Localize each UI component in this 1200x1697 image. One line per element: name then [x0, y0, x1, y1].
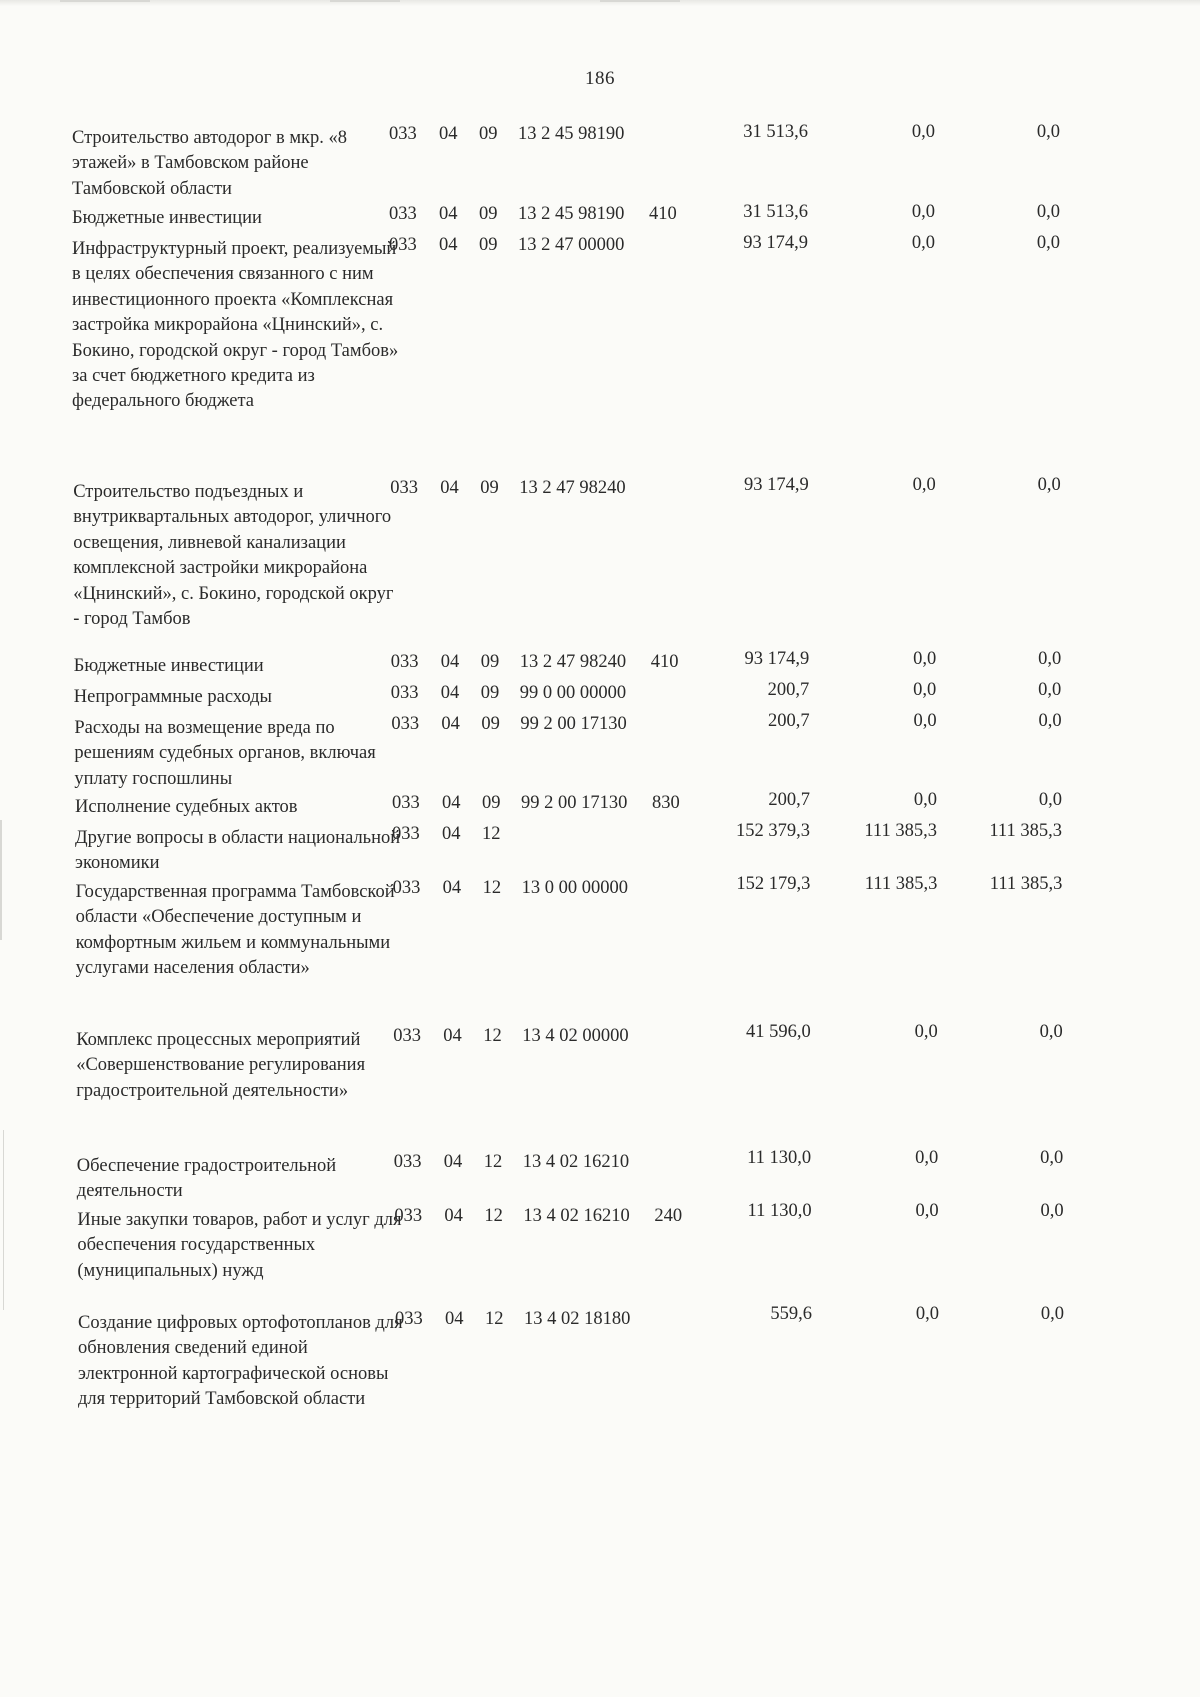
section-code-cell: 04	[439, 204, 458, 224]
amount-3-cell: 0,0	[1038, 789, 1062, 810]
subsection-code-cell: 12	[485, 1309, 504, 1329]
target-code-cell: 13 4 02 16210	[523, 1206, 630, 1226]
expense-name-cell: Исполнение судебных актов	[75, 797, 298, 817]
subsection-code-cell: 12	[482, 824, 501, 844]
expense-name-cell: Комплекс процессных мероприятий «Совершенствование регулирования градостроительной деятельности»	[76, 1030, 366, 1101]
amount-3-cell: 0,0	[1040, 1304, 1064, 1324]
section-code-cell: 04	[439, 235, 458, 255]
target-code-cell: 13 4 02 16210	[522, 1152, 630, 1172]
section-code-cell: 04	[443, 1026, 462, 1046]
target-code-cell: 13 0 00 00000	[521, 878, 628, 898]
expense-type-cell: 830	[652, 793, 680, 813]
expense-name-cell: Строительство подъездных и внутриквартальных автодорог, уличного освещения, ливневой канализации комплексной застройки микрорайона «Цнинский», с. Бокино, городской округ - город Тамбов	[73, 482, 394, 630]
amount-1-cell: 200,7	[767, 710, 810, 731]
section-code-cell: 04	[444, 1206, 463, 1226]
subsection-code-cell: 12	[482, 878, 502, 898]
target-code-cell: 99 0 00 00000	[519, 683, 627, 703]
section-code-cell: 04	[443, 1152, 463, 1172]
expense-name-cell: Расходы на возмещение вреда по решениям судебных органов, включая уплату госпошлины	[74, 718, 376, 789]
expense-name-cell: Бюджетные инвестиции	[72, 208, 262, 228]
ministry-code-cell: 033	[389, 235, 417, 255]
amount-1-cell: 93 174,9	[743, 233, 808, 253]
ministry-code-cell: 033	[391, 714, 420, 734]
target-code-cell: 99 2 00 17130	[520, 714, 627, 734]
ministry-code-cell: 033	[389, 204, 417, 224]
section-code-cell: 04	[442, 793, 461, 813]
ministry-code-cell: 033	[390, 478, 418, 498]
subsection-code-cell: 09	[481, 714, 500, 734]
subsection-code-cell: 09	[480, 683, 500, 703]
amount-3-cell: 111 385,3	[989, 874, 1063, 895]
amount-3-cell: 0,0	[1036, 233, 1060, 253]
target-code-cell: 13 2 45 98190	[518, 204, 625, 224]
expense-type-cell: 240	[654, 1206, 683, 1226]
ministry-code-cell: 033	[393, 1026, 421, 1046]
subsection-code-cell: 12	[483, 1026, 502, 1046]
amount-1-cell: 559,6	[770, 1304, 812, 1324]
ministry-code-cell: 033	[394, 1206, 423, 1226]
ministry-code-cell: 033	[390, 652, 419, 672]
section-code-cell: 04	[440, 478, 459, 498]
expense-name-cell: Инфраструктурный проект, реализуемый в целях обеспечения связанного с ним инвестиционного проекта «Комплексная застройка микрорайона «Цнинский», с. Бокино, городской округ - город Тамбов» за счет бюджетного кредита из федерального бюджета	[72, 239, 399, 412]
amount-2-cell: 111 385,3	[864, 874, 938, 895]
subsection-code-cell: 09	[479, 204, 498, 224]
amount-2-cell: 111 385,3	[864, 820, 937, 841]
subsection-code-cell: 09	[480, 478, 499, 498]
expense-name-cell: Бюджетные инвестиции	[73, 656, 264, 676]
amount-2-cell: 0,0	[911, 202, 935, 222]
amount-2-cell: 0,0	[912, 475, 936, 496]
amount-3-cell: 0,0	[1038, 680, 1062, 701]
subsection-code-cell: 09	[480, 652, 500, 672]
amount-2-cell: 0,0	[915, 1304, 939, 1324]
section-code-cell: 04	[445, 1309, 464, 1329]
section-code-cell: 04	[442, 878, 462, 898]
amount-1-cell: 200,7	[767, 680, 810, 701]
amount-2-cell: 0,0	[913, 710, 937, 731]
expense-name-cell: Обеспечение градостроительной деятельности	[76, 1156, 337, 1202]
amount-1-cell: 93 174,9	[744, 475, 809, 496]
page-number: 186	[585, 68, 615, 89]
amount-1-cell: 31 513,6	[743, 122, 808, 142]
ministry-code-cell: 033	[390, 683, 419, 703]
section-code-cell: 04	[442, 824, 461, 844]
target-code-cell: 13 2 47 98240	[519, 652, 627, 672]
amount-1-cell: 11 130,0	[747, 1201, 812, 1222]
amount-1-cell: 200,7	[768, 789, 810, 810]
target-code-cell: 13 4 02 00000	[522, 1026, 629, 1046]
section-code-cell: 04	[440, 683, 460, 703]
amount-1-cell: 31 513,6	[743, 202, 808, 222]
subsection-code-cell: 12	[484, 1206, 503, 1226]
amount-3-cell: 0,0	[1039, 1021, 1063, 1042]
amount-2-cell: 0,0	[913, 789, 937, 810]
amount-3-cell: 0,0	[1037, 475, 1061, 496]
amount-2-cell: 0,0	[915, 1201, 939, 1222]
ministry-code-cell: 033	[389, 124, 417, 144]
amount-1-cell: 93 174,9	[744, 649, 810, 670]
amount-1-cell: 11 130,0	[747, 1147, 812, 1168]
expense-name-cell: Иные закупки товаров, работ и услуг для обеспечения государственных (муниципальных) нужд	[77, 1210, 402, 1281]
target-code-cell: 99 2 00 17130	[521, 793, 628, 813]
expense-type-cell: 410	[649, 204, 677, 224]
amount-3-cell: 0,0	[1040, 1201, 1064, 1222]
amount-2-cell: 0,0	[914, 1021, 938, 1042]
amount-3-cell: 0,0	[1036, 122, 1060, 142]
amount-1-cell: 41 596,0	[746, 1021, 811, 1042]
section-code-cell: 04	[440, 652, 460, 672]
amount-1-cell: 152 379,3	[736, 820, 810, 841]
subsection-code-cell: 09	[482, 793, 501, 813]
amount-2-cell: 0,0	[913, 680, 937, 701]
ministry-code-cell: 033	[395, 1309, 423, 1329]
ministry-code-cell: 033	[392, 793, 420, 813]
amount-3-cell: 0,0	[1040, 1147, 1064, 1168]
section-code-cell: 04	[441, 714, 460, 734]
expense-type-cell: 410	[650, 652, 679, 672]
subsection-code-cell: 09	[479, 124, 498, 144]
amount-3-cell: 0,0	[1038, 710, 1062, 731]
target-code-cell: 13 2 47 00000	[518, 235, 625, 255]
ministry-code-cell: 033	[393, 1152, 422, 1172]
amount-2-cell: 0,0	[911, 233, 935, 253]
section-code-cell: 04	[439, 124, 458, 144]
expense-name-cell: Другие вопросы в области национальной экономики	[75, 828, 401, 874]
expense-name-cell: Непрограммные расходы	[73, 687, 272, 707]
expense-name-cell: Создание цифровых ортофотопланов для обновления сведений единой электронной картографической основы для территорий Тамбовской области	[78, 1313, 403, 1410]
ministry-code-cell: 033	[392, 878, 421, 898]
subsection-code-cell: 09	[479, 235, 498, 255]
amount-1-cell: 152 179,3	[736, 874, 811, 895]
amount-3-cell: 0,0	[1036, 202, 1060, 222]
amount-3-cell: 111 385,3	[989, 820, 1062, 841]
subsection-code-cell: 12	[483, 1152, 503, 1172]
target-code-cell: 13 2 45 98190	[518, 124, 625, 144]
expense-name-cell: Строительство автодорог в мкр. «8 этажей» в Тамбовском районе Тамбовской области	[72, 128, 348, 199]
ministry-code-cell: 033	[392, 824, 420, 844]
expense-name-cell: Государственная программа Тамбовской области «Обеспечение доступным и комфортным жильем и коммунальными услугами населения области»	[75, 882, 395, 979]
target-code-cell: 13 4 02 18180	[524, 1309, 631, 1329]
amount-2-cell: 0,0	[915, 1147, 939, 1168]
amount-2-cell: 0,0	[913, 649, 937, 670]
target-code-cell: 13 2 47 98240	[519, 478, 626, 498]
amount-2-cell: 0,0	[911, 122, 935, 142]
amount-3-cell: 0,0	[1038, 649, 1062, 670]
